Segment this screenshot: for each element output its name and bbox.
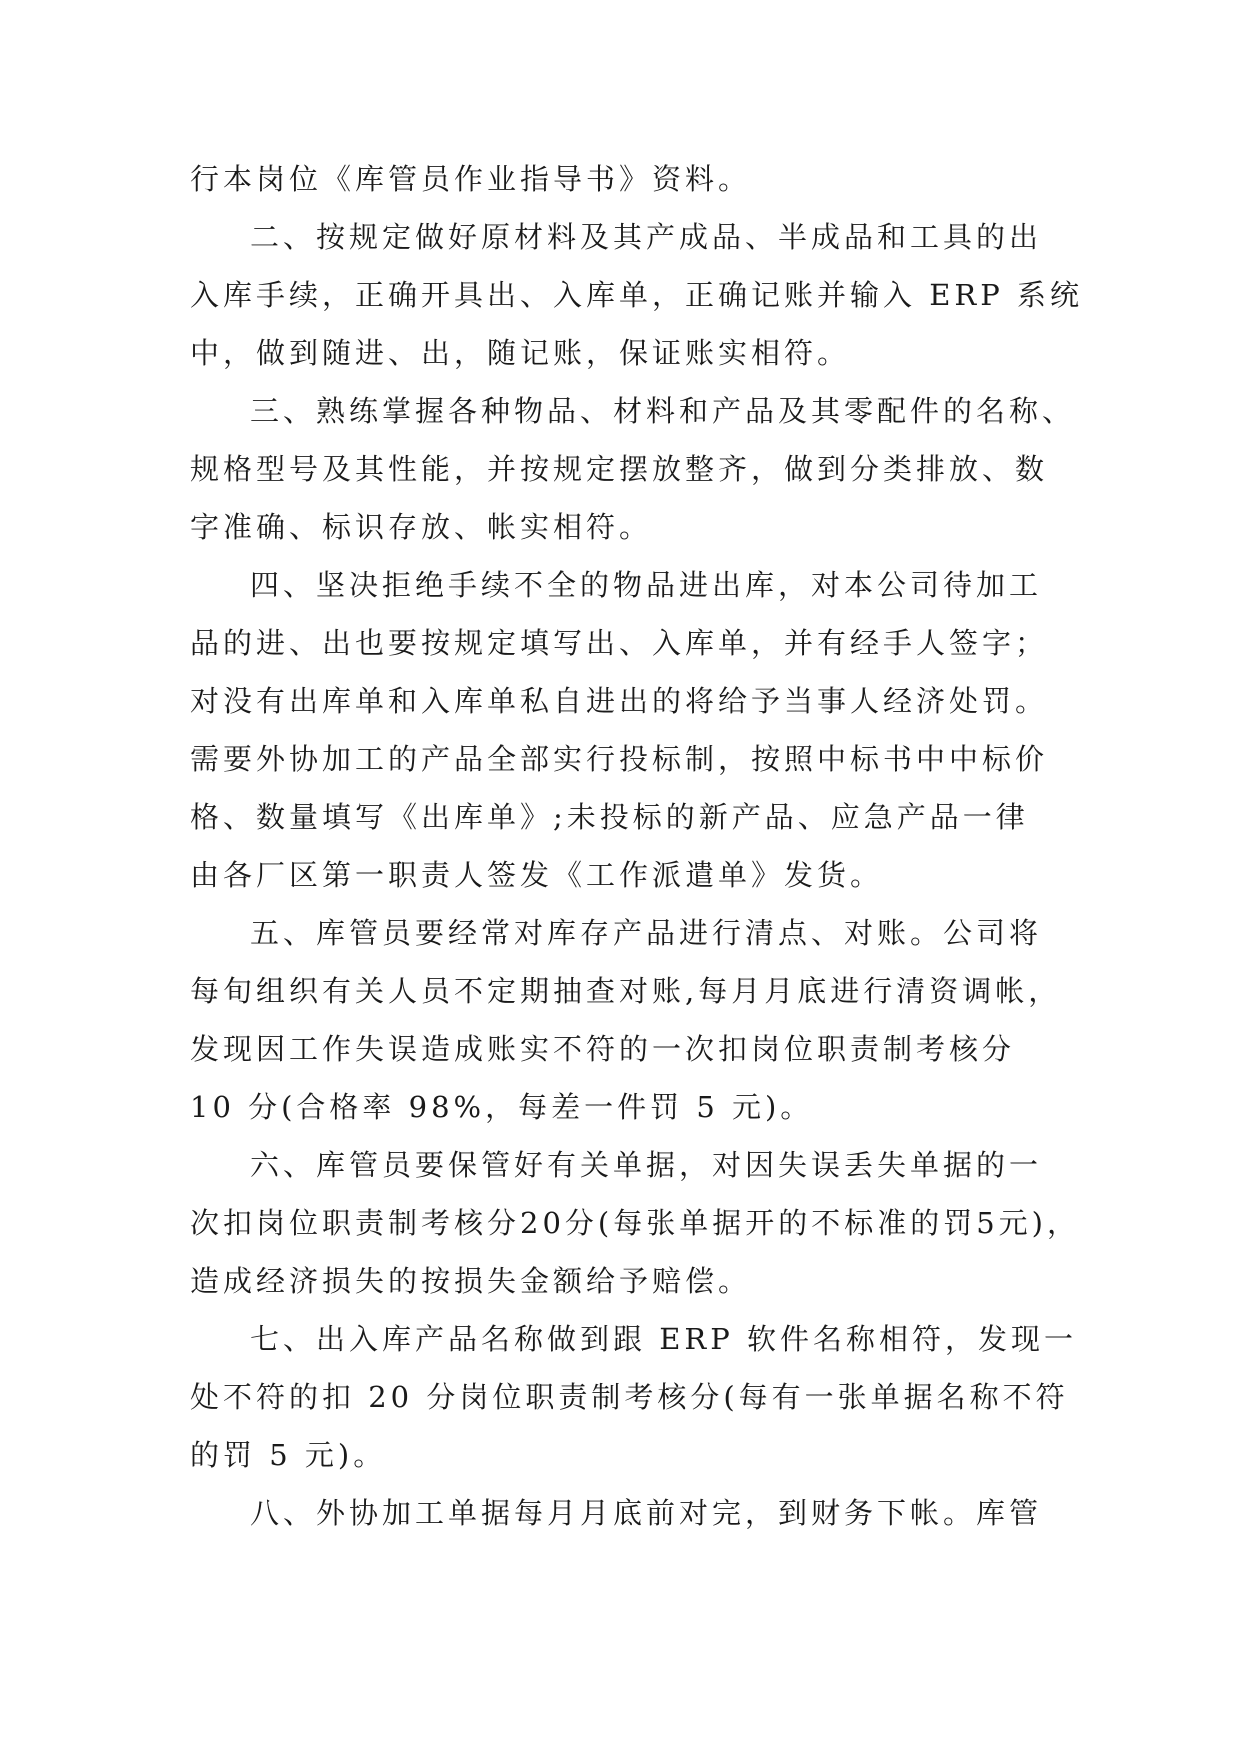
text-line: 五、库管员要经常对库存产品进行清点、对账。公司将 <box>250 916 1043 950</box>
text-line: 发现因工作失误造成账实不符的一次扣岗位职责制考核分 <box>190 1032 1016 1066</box>
text-line: 六、库管员要保管好有关单据，对因失误丢失单据的一 <box>250 1148 1043 1182</box>
text-line: 二、按规定做好原材料及其产成品、半成品和工具的出 <box>250 220 1043 254</box>
text-line: 中，做到随进、出，随记账，保证账实相符。 <box>190 336 851 370</box>
text-line: 由各厂区第一职责人签发《工作派遣单》发货。 <box>190 858 884 892</box>
text-line: 每旬组织有关人员不定期抽查对账,每月月底进行清资调帐， <box>190 974 1062 1008</box>
text-line: 七、出入库产品名称做到跟 ERP 软件名称相符，发现一 <box>250 1322 1077 1356</box>
text-line: 格、数量填写《出库单》;未投标的新产品、应急产品一律 <box>190 800 1029 834</box>
text-line: 次扣岗位职责制考核分20分(每张单据开的不标准的罚5元)， <box>190 1206 1080 1240</box>
text-line: 品的进、出也要按规定填写出、入库单，并有经手人签字； <box>190 626 1049 660</box>
text-line: 对没有出库单和入库单私自进出的将给予当事人经济处罚。 <box>190 684 1049 718</box>
text-line: 三、熟练掌握各种物品、材料和产品及其零配件的名称、 <box>250 394 1076 428</box>
text-line: 规格型号及其性能，并按规定摆放整齐，做到分类排放、数 <box>190 452 1049 486</box>
text-line: 10 分(合格率 98%，每差一件罚 5 元)。 <box>190 1090 814 1124</box>
text-line: 需要外协加工的产品全部实行投标制，按照中标书中中标价 <box>190 742 1049 776</box>
document-body <box>190 150 1083 1542</box>
text-line: 的罚 5 元)。 <box>190 1438 387 1472</box>
text-line: 字准确、标识存放、帐实相符。 <box>190 510 653 544</box>
text-line: 入库手续，正确开具出、入库单，正确记账并输入 ERP 系统 <box>190 278 1083 312</box>
text-line: 行本岗位《库管员作业指导书》资料。 <box>190 162 752 196</box>
text-line: 四、坚决拒绝手续不全的物品进出库，对本公司待加工 <box>250 568 1043 602</box>
text-line: 八、外协加工单据每月月底前对完，到财务下帐。库管 <box>250 1496 1043 1530</box>
text-line: 造成经济损失的按损失金额给予赔偿。 <box>190 1264 752 1298</box>
text-line: 处不符的扣 20 分岗位职责制考核分(每有一张单据名称不符 <box>190 1380 1069 1414</box>
